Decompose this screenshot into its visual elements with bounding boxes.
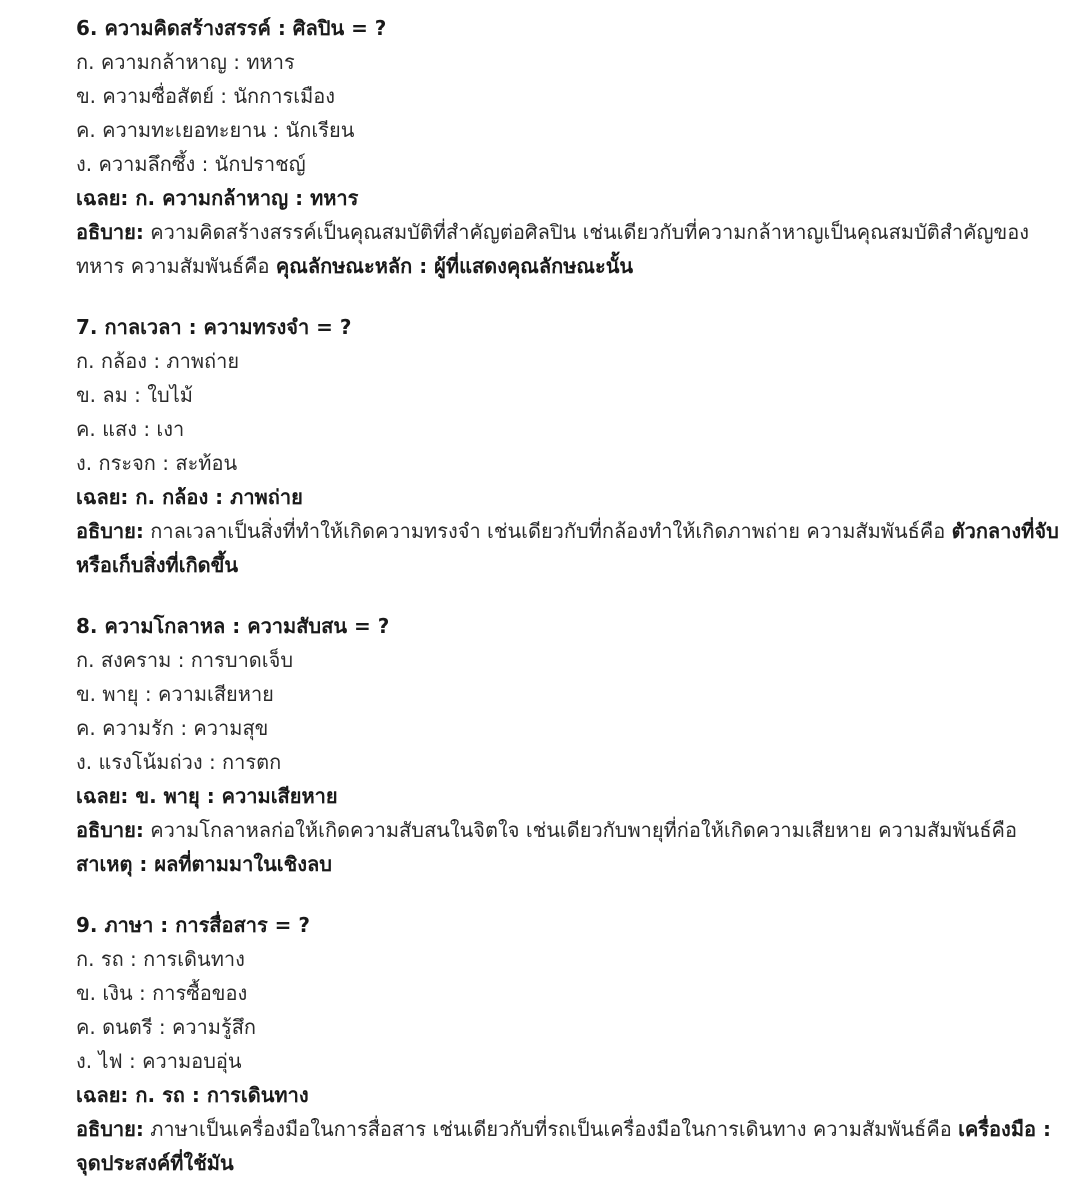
option-d: ง. ความลึกซึ้ง : นักปราชญ์ xyxy=(76,152,306,176)
option-a: ก. รถ : การเดินทาง xyxy=(76,947,245,971)
option-d: ง. ไฟ : ความอบอุ่น xyxy=(76,1049,242,1073)
explanation-label: อธิบาย: xyxy=(76,220,144,244)
explanation-relation: สาเหตุ : ผลที่ตามมาในเชิงลบ xyxy=(76,852,332,876)
option-a: ก. ความกล้าหาญ : ทหาร xyxy=(76,50,295,74)
option-b: ข. พายุ : ความเสียหาย xyxy=(76,682,274,706)
question-7 xyxy=(76,310,1066,582)
explanation xyxy=(76,215,1066,283)
explanation-label: อธิบาย: xyxy=(76,519,144,543)
explanation-text: ความโกลาหลก่อให้เกิดความสับสนในจิตใจ เช่นเดียวกับพายุที่ก่อให้เกิดความเสียหาย ความสัมพันธ์คือ xyxy=(143,818,1017,842)
option-d: ง. แรงโน้มถ่วง : การตก xyxy=(76,750,282,774)
option-c: ค. แสง : เงา xyxy=(76,417,185,441)
option-c: ค. ความรัก : ความสุข xyxy=(76,716,269,740)
explanation-text: กาลเวลาเป็นสิ่งที่ทำให้เกิดความทรงจำ เช่นเดียวกับที่กล้องทำให้เกิดภาพถ่าย ความสัมพันธ์คือ xyxy=(143,519,952,543)
option-b: ข. ลม : ใบไม้ xyxy=(76,383,193,407)
explanation xyxy=(76,1112,1066,1180)
explanation-relation: เครื่องมือ : จุดประสงค์ที่ใช้มัน xyxy=(76,1117,1051,1175)
explanation xyxy=(76,514,1066,582)
explanation-text: ความคิดสร้างสรรค์เป็นคุณสมบัติที่สำคัญต่อศิลปิน เช่นเดียวกับที่ความกล้าหาญเป็นคุณสมบัติสำคัญของทหาร ความสัมพันธ์คือ xyxy=(76,220,1030,278)
option-b: ข. ความซื่อสัตย์ : นักการเมือง xyxy=(76,84,336,108)
spacer xyxy=(76,283,1066,310)
question-title: 9. ภาษา : การสื่อสาร = ? xyxy=(76,913,310,937)
explanation-relation: ตัวกลางที่จับหรือเก็บสิ่งที่เกิดขึ้น xyxy=(76,519,1059,577)
question-title: 8. ความโกลาหล : ความสับสน = ? xyxy=(76,614,390,638)
option-b: ข. เงิน : การซื้อของ xyxy=(76,981,248,1005)
question-title: 6. ความคิดสร้างสรรค์ : ศิลปิน = ? xyxy=(76,16,387,40)
explanation-label: อธิบาย: xyxy=(76,1117,144,1141)
option-a: ก. สงคราม : การบาดเจ็บ xyxy=(76,648,294,672)
question-9 xyxy=(76,908,1066,1180)
spacer xyxy=(76,582,1066,609)
explanation-text: ภาษาเป็นเครื่องมือในการสื่อสาร เช่นเดียวกับที่รถเป็นเครื่องมือในการเดินทาง ความสัมพันธ์คือ xyxy=(143,1117,959,1141)
answer-line: เฉลย: ข. พายุ : ความเสียหาย xyxy=(76,784,338,808)
question-6 xyxy=(76,11,1066,283)
explanation-label: อธิบาย: xyxy=(76,818,144,842)
explanation xyxy=(76,813,1066,881)
option-c: ค. ความทะเยอทะยาน : นักเรียน xyxy=(76,118,355,142)
question-8 xyxy=(76,609,1066,881)
answer-line: เฉลย: ก. กล้อง : ภาพถ่าย xyxy=(76,485,303,509)
option-c: ค. ดนตรี : ความรู้สึก xyxy=(76,1015,257,1039)
quiz-document xyxy=(76,11,1066,1180)
answer-line: เฉลย: ก. รถ : การเดินทาง xyxy=(76,1083,309,1107)
explanation-relation: คุณลักษณะหลัก : ผู้ที่แสดงคุณลักษณะนั้น xyxy=(275,254,634,278)
answer-line: เฉลย: ก. ความกล้าหาญ : ทหาร xyxy=(76,186,359,210)
option-d: ง. กระจก : สะท้อน xyxy=(76,451,238,475)
question-title: 7. กาลเวลา : ความทรงจำ = ? xyxy=(76,315,352,339)
option-a: ก. กล้อง : ภาพถ่าย xyxy=(76,349,240,373)
spacer xyxy=(76,881,1066,908)
